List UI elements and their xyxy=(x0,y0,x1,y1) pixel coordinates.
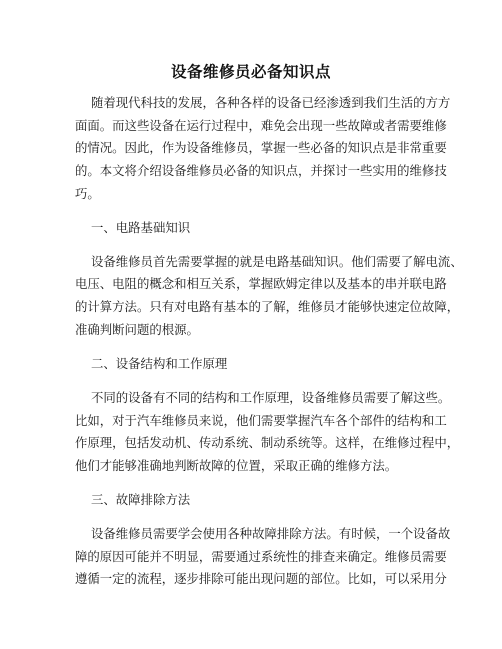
section-1-line-1: 设备维修员首先需要掌握的就是电路基础知识。他们需要了解电流、 xyxy=(91,254,463,269)
section-2-heading: 二、设备结构和工作原理 xyxy=(91,356,228,371)
intro-line-4: 的。本文将介绍设备维修员必备的知识点，并探讨一些实用的维修技 xyxy=(75,163,447,178)
intro-line-5: 巧。 xyxy=(75,186,100,201)
section-3-line-1: 设备维修员需要学会使用各种故障排除方法。有时候，一个设备故 xyxy=(91,526,451,541)
intro-line-1: 随着现代科技的发展，各种各样的设备已经渗透到我们生活的方方 xyxy=(91,95,451,110)
section-3-line-3: 遵循一定的流程，逐步排除可能出现问题的部位。比如，可以采用分 xyxy=(75,571,447,586)
section-2-line-4: 他们才能够准确地判断故障的位置，采取正确的维修方法。 xyxy=(75,458,398,473)
section-2-line-1: 不同的设备有不同的结构和工作原理，设备维修员需要了解这些。 xyxy=(91,390,451,405)
section-1-line-2: 电压、电阻的概念和相互关系，掌握欧姆定律以及基本的串并联电路 xyxy=(75,276,447,291)
section-3-heading: 三、故障排除方法 xyxy=(91,492,191,507)
section-2-line-3: 作原理，包括发动机、传动系统、制动系统等。这样，在维修过程中， xyxy=(75,435,460,450)
section-2-line-2: 比如，对于汽车维修员来说，他们需要掌握汽车各个部件的结构和工 xyxy=(75,413,447,428)
section-3-line-2: 障的原因可能并不明显，需要通过系统性的排查来确定。维修员需要 xyxy=(75,549,447,564)
section-1-line-3: 的计算方法。只有对电路有基本的了解，维修员才能够快速定位故障， xyxy=(75,299,460,314)
section-1-heading: 一、电路基础知识 xyxy=(91,220,191,235)
document-title: 设备维修员必备知识点 xyxy=(170,62,331,81)
section-1-line-4: 准确判断问题的根源。 xyxy=(75,322,199,337)
intro-line-3: 的情况。因此，作为设备维修员，掌握一些必备的知识点是非常重要 xyxy=(75,140,447,155)
intro-line-2: 面面。而这些设备在运行过程中，难免会出现一些故障或者需要维修 xyxy=(75,118,447,133)
